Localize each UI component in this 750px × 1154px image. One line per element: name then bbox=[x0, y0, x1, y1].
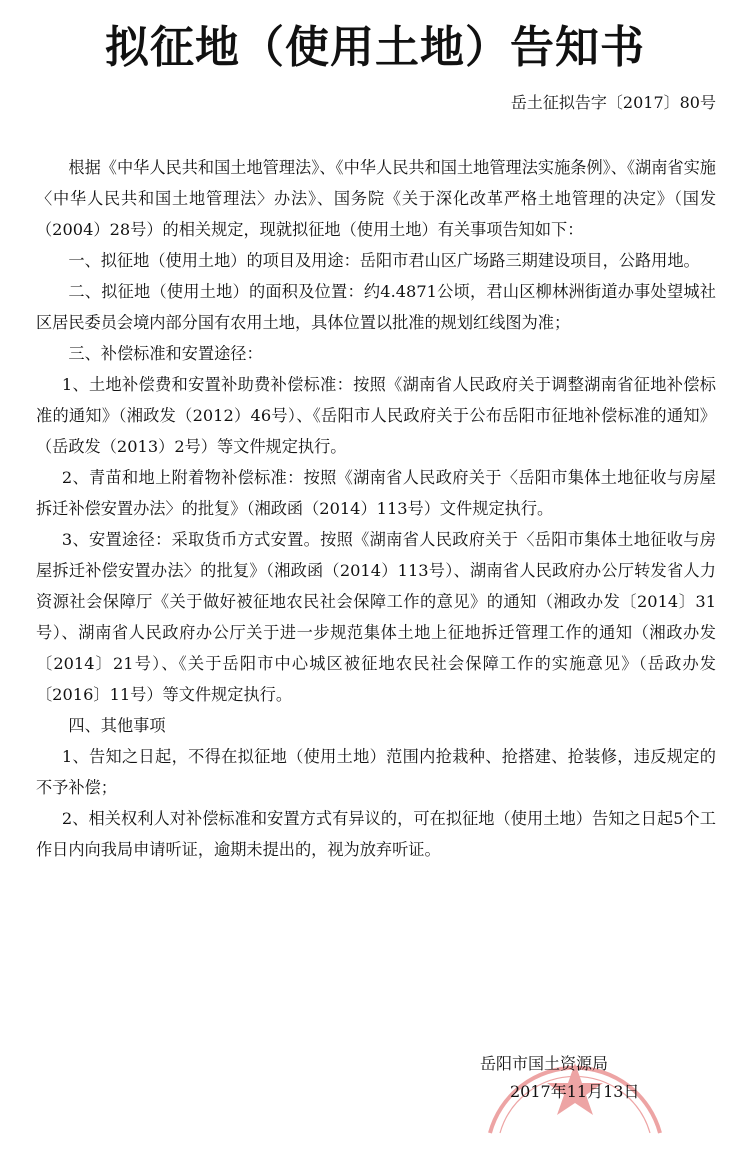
document-body bbox=[36, 152, 716, 865]
section-other-heading: 四、其他事项 bbox=[68, 716, 166, 735]
document-number: 岳土征拟告字〔2017〕80号 bbox=[510, 93, 716, 112]
item-hearing: 2、相关权利人对补偿标准和安置方式有异议的，可在拟征地（使用土地）告知之日起5个工作日内向我局申请听证，逾期未提出的，视为放弃听证。 bbox=[36, 809, 716, 859]
issuer-name: 岳阳市国土资源局 bbox=[480, 1054, 609, 1073]
item-crops-compensation: 2、青苗和地上附着物补偿标准：按照《湖南省人民政府关于〈岳阳市集体土地征收与房屋拆迁补偿安置办法〉的批复》（湘政函（2014）113号）文件规定执行。 bbox=[36, 468, 716, 518]
section-compensation-heading: 三、补偿标准和安置途径： bbox=[68, 344, 263, 363]
item-resettlement: 3、安置途径：采取货币方式安置。按照《湖南省人民政府关于〈岳阳市集体土地征收与房屋拆迁补偿安置办法〉的批复》（湘政函（2014）113号）、湖南省人民政府办公厅转发省人力资源社会保障厅《关于做好被征地农民社会保障工作的意见》的通知（湘政办发〔2014〕31号）、湖南省人民政府办公厅关于进一步规范集体土地上征地拆迁管理工作的通知（湘政办发〔2014〕21号）、《关于岳阳市中心城区被征地农民社会保障工作的实施意见》（岳政办发〔2016〕11号）等文件规定执行。 bbox=[36, 530, 716, 704]
issue-date: 2017年11月13日 bbox=[510, 1082, 640, 1101]
signoff-block bbox=[480, 1050, 639, 1106]
page-title: 拟征地（使用土地）告知书 bbox=[105, 22, 645, 73]
item-no-planting: 1、告知之日起，不得在拟征地（使用土地）范围内抢栽种、抢搭建、抢装修，违反规定的不予补偿； bbox=[36, 747, 716, 797]
section-area-location: 二、拟征地（使用土地）的面积及位置：约4.4871公顷，君山区柳林洲街道办事处望城社区居民委员会境内部分国有农用土地，具体位置以批准的规划红线图为准； bbox=[36, 282, 716, 332]
item-land-compensation: 1、土地补偿费和安置补助费补偿标准：按照《湖南省人民政府关于调整湖南省征地补偿标准的通知》（湘政发（2012）46号）、《岳阳市人民政府关于公布岳阳市征地补偿标准的通知》（岳政发（2013）2号）等文件规定执行。 bbox=[36, 375, 716, 456]
section-project-purpose: 一、拟征地（使用土地）的项目及用途：岳阳市君山区广场路三期建设项目，公路用地。 bbox=[68, 251, 700, 270]
intro-paragraph: 根据《中华人民共和国土地管理法》、《中华人民共和国土地管理法实施条例》、《湖南省实施〈中华人民共和国土地管理法〉办法》、国务院《关于深化改革严格土地管理的决定》（国发（2004）28号）的相关规定，现就拟征地（使用土地）有关事项告知如下： bbox=[36, 158, 716, 239]
